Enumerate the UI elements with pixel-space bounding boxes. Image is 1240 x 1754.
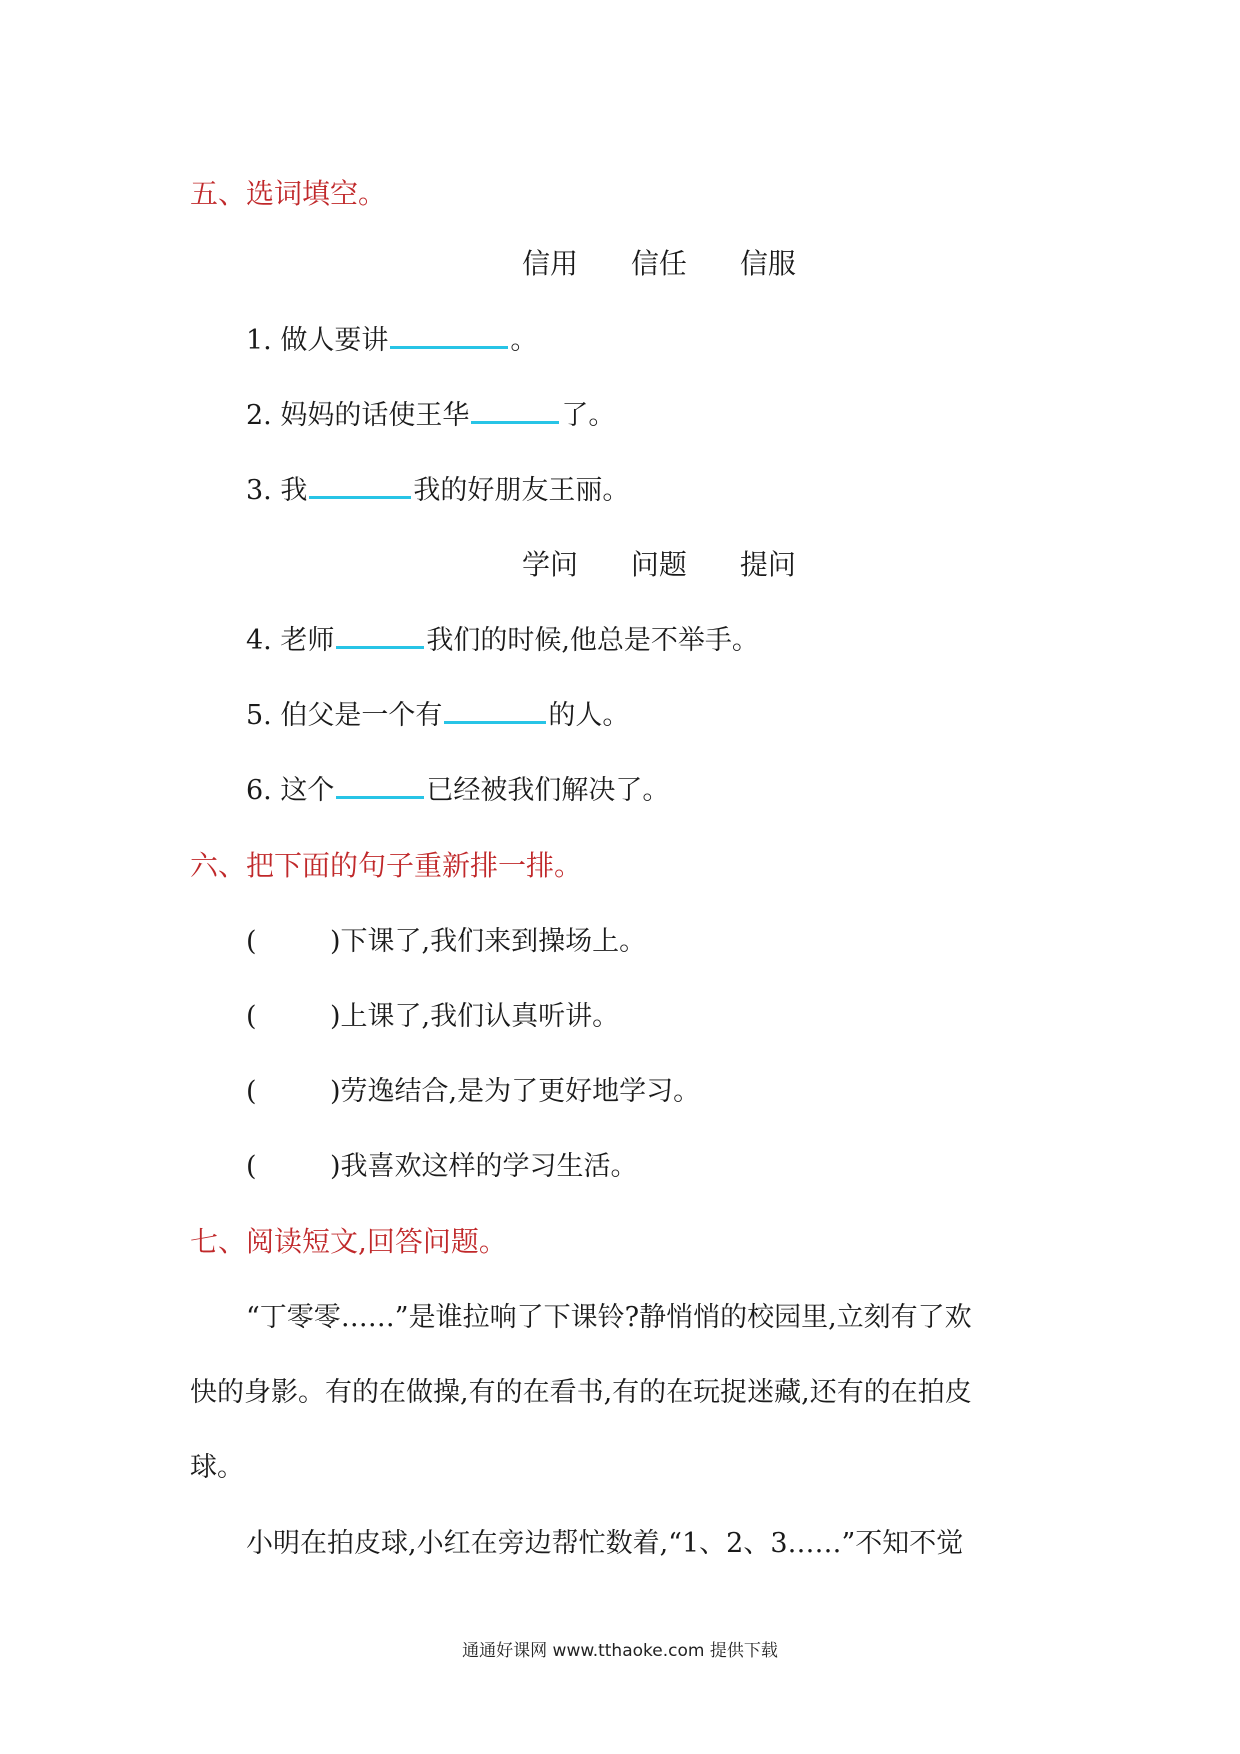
question-2-prefix: 2. 妈妈的话使王华 <box>246 400 470 431</box>
word-bank-1-item: 信服 <box>739 247 796 280</box>
answer-blank[interactable] <box>444 695 546 724</box>
question-1-suffix: 。 <box>510 325 538 356</box>
section-7-title: 七、阅读短文,回答问题。 <box>190 1225 507 1258</box>
question-6-prefix: 6. 这个 <box>246 775 335 806</box>
word-bank-1 <box>522 244 840 284</box>
ordering-sentence: 劳逸结合,是为了更好地学习。 <box>340 1076 701 1107</box>
page-footer: 通通好课网 www.tthaoke.com 提供下载 <box>462 1641 778 1661</box>
question-4-suffix: 我们的时候,他总是不举手。 <box>426 625 759 656</box>
ordering-item <box>246 1072 700 1112</box>
question-5-suffix: 的人。 <box>548 700 630 731</box>
order-number-box[interactable] <box>246 922 330 962</box>
answer-blank[interactable] <box>471 395 559 424</box>
answer-blank[interactable] <box>309 470 411 499</box>
question-2-suffix: 了。 <box>561 400 616 431</box>
paren-open: ( <box>246 1001 257 1032</box>
question-4 <box>246 620 759 661</box>
paren-close: ) <box>330 1151 341 1182</box>
answer-blank[interactable] <box>336 770 424 799</box>
answer-blank[interactable] <box>390 320 508 349</box>
passage-line: 球。 <box>190 1452 244 1483</box>
question-5 <box>246 695 629 736</box>
word-bank-2 <box>522 545 840 585</box>
ordering-sentence: 我喜欢这样的学习生活。 <box>340 1151 638 1182</box>
ordering-item <box>246 922 646 962</box>
ordering-item <box>246 1147 638 1187</box>
paren-open: ( <box>246 1151 257 1182</box>
question-6 <box>246 770 669 811</box>
order-number-box[interactable] <box>246 997 330 1037</box>
ordering-sentence: 上课了,我们认真听讲。 <box>340 1001 620 1032</box>
question-3-prefix: 3. 我 <box>246 475 308 506</box>
question-5-prefix: 5. 伯父是一个有 <box>246 700 443 731</box>
ordering-item <box>246 997 619 1037</box>
passage-line: “丁零零……”是谁拉响了下课铃?静悄悄的校园里,立刻有了欢 <box>246 1302 972 1333</box>
paren-close: ) <box>330 926 341 957</box>
question-1 <box>246 320 537 361</box>
word-bank-1-item: 信任 <box>630 247 687 280</box>
question-6-suffix: 已经被我们解决了。 <box>426 775 670 806</box>
word-bank-1-item: 信用 <box>522 247 579 280</box>
word-bank-2-item: 学问 <box>522 548 579 581</box>
paren-close: ) <box>330 1076 341 1107</box>
answer-blank[interactable] <box>336 620 424 649</box>
passage-line: 快的身影。有的在做操,有的在看书,有的在玩捉迷藏,还有的在拍皮 <box>190 1377 972 1408</box>
question-1-prefix: 1. 做人要讲 <box>246 325 389 356</box>
section-5-title: 五、选词填空。 <box>190 177 387 210</box>
paren-open: ( <box>246 926 257 957</box>
section-6-title: 六、把下面的句子重新排一排。 <box>190 849 583 882</box>
question-3-suffix: 我的好朋友王丽。 <box>413 475 630 506</box>
paren-close: ) <box>330 1001 341 1032</box>
passage-line: 小明在拍皮球,小红在旁边帮忙数着,“1、2、3……”不知不觉 <box>246 1528 964 1559</box>
question-4-prefix: 4. 老师 <box>246 625 335 656</box>
question-2 <box>246 395 615 436</box>
paren-open: ( <box>246 1076 257 1107</box>
ordering-sentence: 下课了,我们来到操场上。 <box>340 926 647 957</box>
word-bank-2-item: 问题 <box>630 548 687 581</box>
order-number-box[interactable] <box>246 1072 330 1112</box>
word-bank-2-item: 提问 <box>739 548 796 581</box>
question-3 <box>246 470 629 511</box>
order-number-box[interactable] <box>246 1147 330 1187</box>
